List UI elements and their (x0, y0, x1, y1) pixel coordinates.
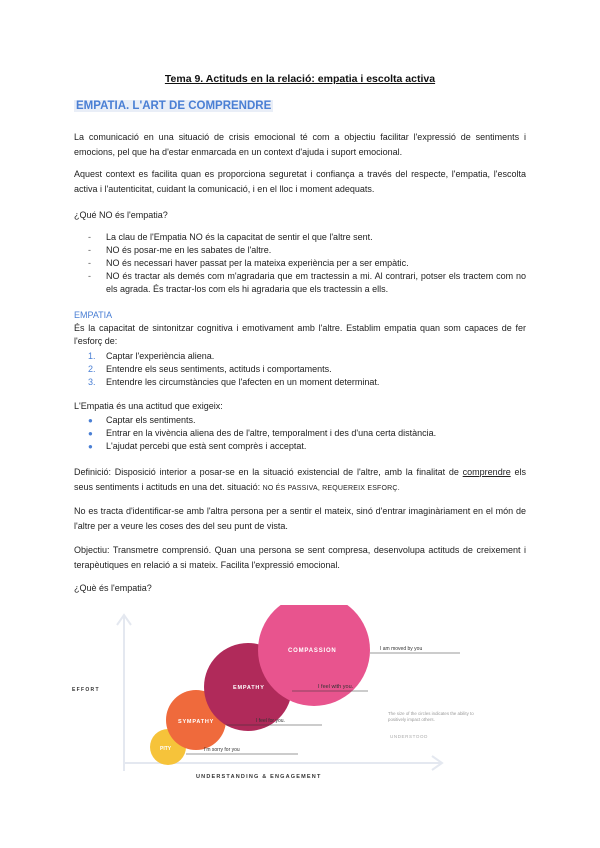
paragraph-context: Aquest context es facilita quan es proporciona seguretat i confiança a través del respecte, l'empatia, l'escolta activa i l'autenticitat, cuidant la comunicació, i en el lloc i moment adequats. (74, 169, 526, 194)
empatia-subheading: EMPATIA (74, 310, 113, 320)
list-item: ● Entrar en la vivència aliena des de l'altre, temporalment i des d'una certa distància. (88, 428, 437, 438)
paragraph-identify: No es tracta d'identificar-se amb l'altra persona per a sentir el mateix, sinó d'entrar imaginàriament en el món de l'altre per a veure les coses des del seu punt de vista. (74, 506, 526, 531)
definition-paragraph: Definició: Disposició interior a posar-se en la situació existencial de l'altre, amb la finalitat de comprendre els seus sentiments i actituds en una det. situació: NO ÉS PASSIVA, REQUEREIX ESFORÇ. (74, 467, 526, 492)
compassion-caption: I am moved by you (380, 646, 423, 652)
question-what-is: ¿Què és l'empatia? (74, 583, 152, 593)
effort-list (74, 350, 526, 389)
not-empathy-list (74, 231, 526, 296)
sympathy-label: SYMPATHY (178, 719, 215, 725)
list-item: 2. Entendre els seus sentiments, actituds i comportaments. (88, 364, 332, 374)
list-item: - NO és posar-me en les sabates de l'altre. (88, 245, 272, 255)
y-axis-label: EFFORT (72, 687, 100, 693)
pity-caption: I'm sorry for you (204, 747, 240, 753)
attitude-list (74, 414, 526, 453)
sympathy-caption: I feel for you. (256, 718, 285, 724)
circle-note: The size of the circles indicates the ability to positively impact others. (388, 711, 474, 722)
list-item: ● L'ajudat percebi que està sent comprès i acceptat. (88, 441, 307, 451)
pity-label: PITY (160, 746, 172, 752)
list-item: 1. Captar l'experiència aliena. (88, 351, 215, 361)
credit-label: UNDERSTOOD (390, 734, 428, 739)
paragraph-intro: La comunicació en una situació de crisis emocional té com a objectiu facilitar l'expressió de sentiments i emocions, pel que ha d'estar enmarcada en un context d'ajuda i suport emocional. (74, 132, 526, 157)
page-title: Tema 9. Actituds en la relació: empatia i escolta activa (164, 73, 436, 85)
question-what-not: ¿Qué NO és l'empatia? (74, 210, 168, 220)
empathy-label: EMPATHY (233, 685, 265, 691)
empatia-definition: És la capacitat de sintonitzar cognitiva i emotivament amb l'altre. Establim empatia quan som capaces de fer l'esforç de: (74, 323, 526, 346)
section-heading: EMPATIA. L'ART DE COMPRENDRE (76, 100, 272, 112)
compassion-label: COMPASSION (288, 648, 337, 654)
x-axis-label: UNDERSTANDING & ENGAGEMENT (196, 774, 322, 780)
list-item: - NO és tractar als demés com m'agradaria que em tractessin a mi. Al contrari, potser els tractem com no els agrada. És tractar-los com els hi agradaria que els tractessin a ells. (88, 271, 526, 294)
list-item: 3. Entendre les circumstàncies que l'afecten en un moment determinat. (88, 377, 380, 387)
list-item: - NO és necessari haver passat per la mateixa experiència per a ser empàtic. (88, 258, 409, 268)
empathy-diagram (68, 605, 508, 785)
attitude-intro: L'Empatia és una actitud que exigeix: (74, 401, 223, 411)
empathy-caption: I feel with you. (318, 684, 354, 690)
list-item: ● Captar els sentiments. (88, 415, 196, 425)
paragraph-objective: Objectiu: Transmetre comprensió. Quan una persona se sent compresa, desenvolupa actituds de creixement i terapèutiques en relació a si mateix. Facilita l'expressió emocional. (74, 545, 526, 570)
list-item: - La clau de l'Empatia NO és la capacitat de sentir el que l'altre sent. (88, 232, 373, 242)
